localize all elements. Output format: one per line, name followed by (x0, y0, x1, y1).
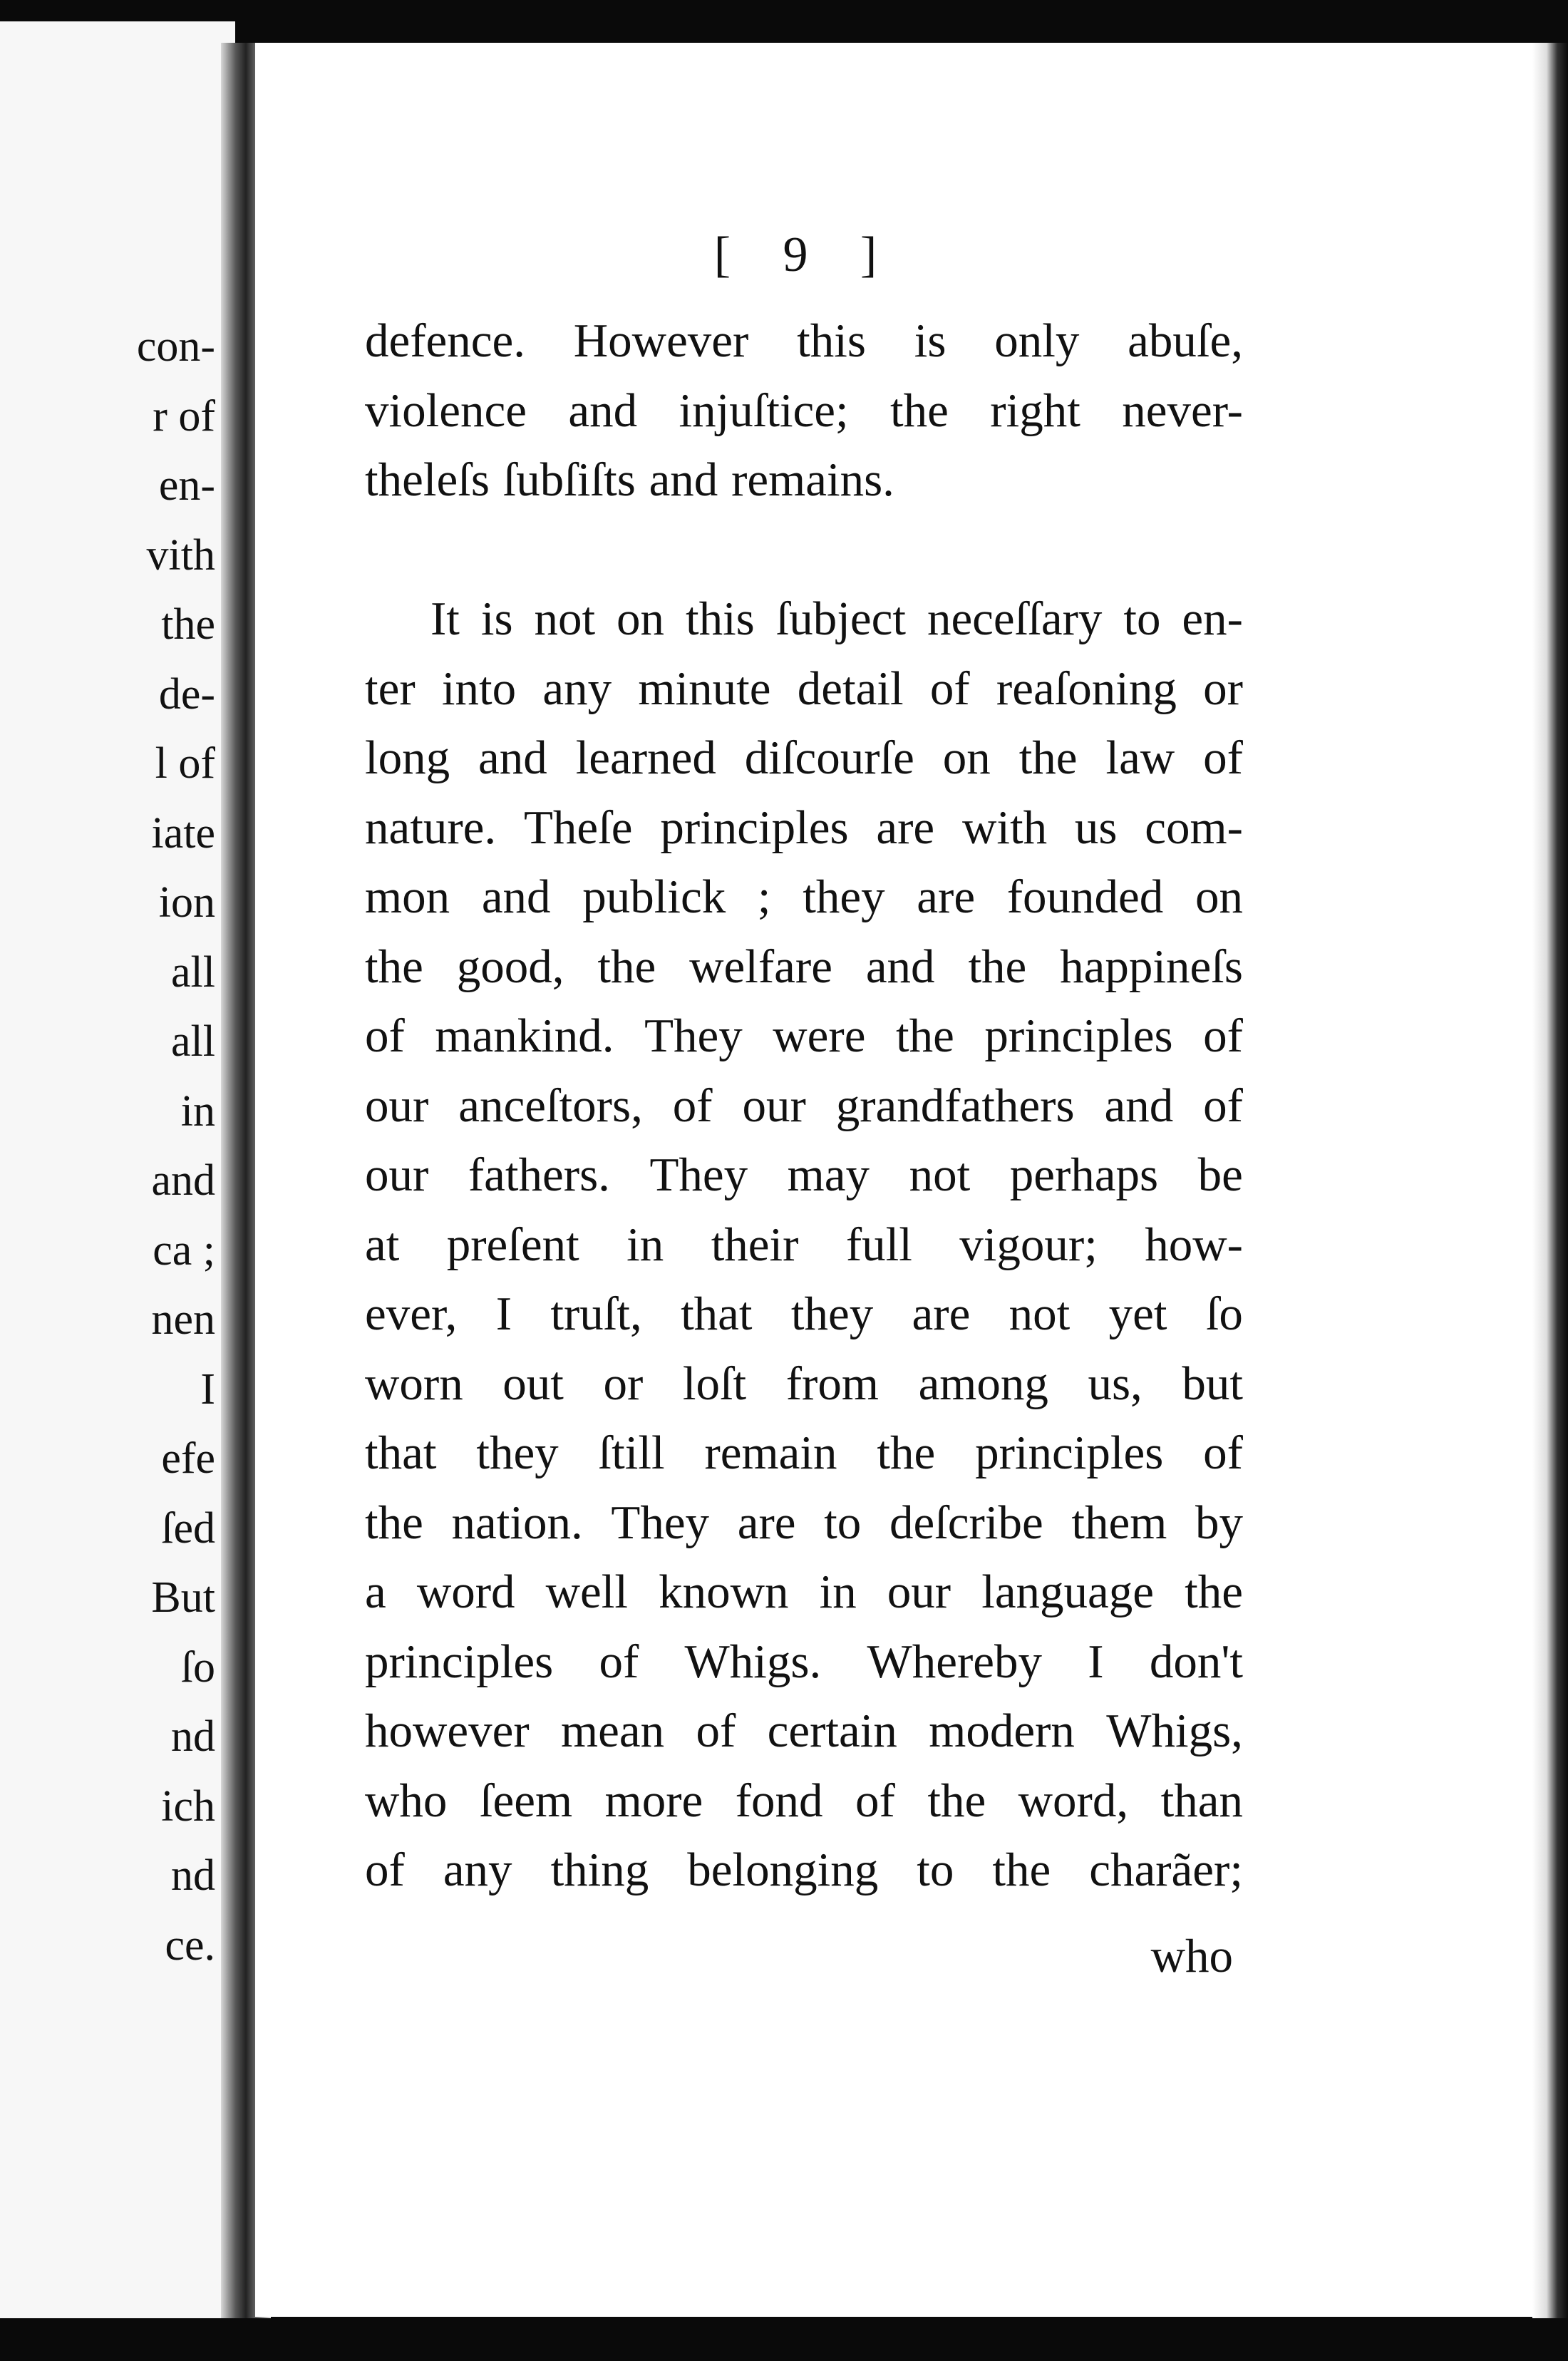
word: the (1185, 1565, 1243, 1618)
word: in (626, 1218, 664, 1271)
word: violence (365, 384, 527, 437)
word: modern (929, 1704, 1075, 1757)
word: of (599, 1635, 639, 1688)
word: any (443, 1843, 512, 1896)
word: of (929, 662, 970, 715)
word: are (737, 1496, 796, 1549)
word: publick (582, 870, 726, 923)
word: yet (1108, 1287, 1167, 1340)
word: any (542, 662, 612, 715)
word: good, (456, 940, 564, 993)
word: the (365, 940, 423, 993)
word: well (545, 1565, 628, 1618)
text-line (365, 376, 1243, 446)
left-page-line: ca ; (153, 1225, 215, 1275)
word: principles (365, 1635, 554, 1688)
word: of (1203, 1426, 1243, 1479)
word: are (917, 870, 976, 923)
word: their (711, 1218, 799, 1271)
word: us, (1088, 1357, 1143, 1410)
word: is (480, 592, 513, 645)
word: mon (365, 870, 450, 923)
word: be (1197, 1148, 1243, 1201)
word: perhaps (1009, 1148, 1159, 1201)
word: happineſs (1060, 940, 1243, 993)
word: certain (767, 1704, 897, 1757)
word: word, (1018, 1774, 1129, 1827)
word: charãer; (1089, 1843, 1243, 1896)
word: the (877, 1426, 936, 1479)
word: word (416, 1565, 515, 1618)
word: on (942, 731, 991, 784)
text-line (365, 1280, 1243, 1349)
text-line (365, 724, 1243, 793)
word: and (481, 870, 551, 923)
text-line (365, 1836, 1243, 1905)
text-line (365, 654, 1243, 724)
word: abuſe, (1128, 314, 1243, 367)
word: but (1182, 1357, 1243, 1410)
word: the (597, 940, 656, 993)
left-page-line: con- (136, 322, 215, 371)
word: that (365, 1426, 437, 1479)
word: or (603, 1357, 644, 1410)
word: learned (575, 731, 716, 784)
left-page-line: I (200, 1364, 215, 1414)
word: reaſoning (996, 662, 1177, 715)
word: truſt, (550, 1287, 642, 1340)
word: Whereby (867, 1635, 1042, 1688)
left-page-text (1, 312, 215, 1980)
word: and (568, 384, 638, 437)
catchword: who (1150, 1930, 1233, 1982)
word: remain (704, 1426, 837, 1479)
word: and (649, 453, 718, 506)
word: of (1203, 731, 1243, 784)
word: defence. (365, 314, 526, 367)
word: Whigs, (1106, 1704, 1243, 1757)
left-page-line: ſo (180, 1642, 215, 1692)
word: at (365, 1218, 400, 1271)
word: minute (638, 662, 771, 715)
word: were (773, 1009, 866, 1062)
word: They (611, 1496, 710, 1549)
word: They (649, 1148, 748, 1201)
word: long (365, 731, 450, 784)
paragraph (365, 585, 1243, 1905)
left-page-line: efe (161, 1434, 215, 1483)
word: grandfathers (835, 1079, 1075, 1132)
word: of (1203, 1009, 1243, 1062)
word: known (659, 1565, 789, 1618)
page-edge-shadow (1532, 43, 1568, 2324)
word: may (787, 1148, 870, 1201)
word: mankind. (435, 1009, 614, 1062)
word: the (890, 384, 949, 437)
word: among (918, 1357, 1048, 1410)
word: right (990, 384, 1080, 437)
left-page-line: and (151, 1156, 215, 1205)
text-line (365, 585, 1243, 654)
left-page-line: r of (153, 391, 215, 441)
word: and (478, 731, 547, 784)
word: com- (1145, 801, 1243, 854)
word: never- (1122, 384, 1243, 437)
text-line (365, 1766, 1243, 1836)
word: of (672, 1079, 713, 1132)
word: than (1160, 1774, 1243, 1827)
word: deſcribe (889, 1496, 1043, 1549)
left-page-line: ce. (165, 1920, 215, 1970)
word: to (824, 1496, 862, 1549)
word: founded (1006, 870, 1164, 923)
word: They (644, 1009, 743, 1062)
left-page-line: the (161, 600, 215, 649)
word: our (742, 1079, 806, 1132)
word: are (876, 801, 935, 854)
word: of (365, 1009, 405, 1062)
word: language (981, 1565, 1155, 1618)
word: anceſtors, (458, 1079, 643, 1132)
word: mean (561, 1704, 665, 1757)
word: belonging (687, 1843, 879, 1896)
word: fond (735, 1774, 823, 1827)
word: en- (1182, 592, 1243, 645)
left-page-line: l of (155, 739, 215, 788)
word: the (365, 1496, 423, 1549)
word: our (887, 1565, 951, 1618)
word: principles (984, 1009, 1173, 1062)
word: diſcourſe (744, 731, 914, 784)
word: of (696, 1704, 736, 1757)
word: out (502, 1357, 564, 1410)
paragraph (365, 307, 1243, 515)
word: loſt (682, 1357, 747, 1410)
text-line (365, 1697, 1243, 1766)
word: not (534, 592, 596, 645)
left-page-line: in (180, 1086, 215, 1136)
word: they (790, 1287, 874, 1340)
word: the (1018, 731, 1078, 784)
word: remains. (731, 453, 894, 506)
word: preſent (446, 1218, 579, 1271)
left-page-line: But (151, 1573, 215, 1622)
left-page-line: iate (151, 808, 215, 858)
word: only (994, 314, 1080, 367)
word: the (927, 1774, 986, 1827)
word: detail (797, 662, 904, 715)
word: from (785, 1357, 879, 1410)
left-page-line: de- (158, 669, 215, 719)
word: and (865, 940, 935, 993)
word: not (1009, 1287, 1071, 1340)
paragraph-gap (365, 515, 1243, 585)
word: fathers. (468, 1148, 610, 1201)
left-page-line: ich (161, 1781, 215, 1831)
left-page-line: ſed (161, 1503, 215, 1553)
word: or (1203, 662, 1243, 715)
word: into (441, 662, 517, 715)
text-line (365, 1627, 1243, 1697)
left-facing-page (0, 21, 235, 2324)
word: however (365, 1704, 530, 1757)
word: and (1104, 1079, 1174, 1132)
left-page-line: nd (171, 1851, 215, 1900)
word: It (430, 592, 460, 645)
word: how- (1145, 1218, 1243, 1271)
word: is (914, 314, 947, 367)
text-line (365, 1349, 1243, 1419)
text-line (365, 446, 1243, 515)
left-page-line: nd (171, 1712, 215, 1761)
text-line (365, 1071, 1243, 1141)
word: on (1195, 870, 1243, 923)
word: this (797, 314, 866, 367)
word: However (573, 314, 749, 367)
word: by (1195, 1496, 1243, 1549)
word: Whigs. (684, 1635, 822, 1688)
word: worn (365, 1357, 463, 1410)
left-page-line: all (171, 1017, 215, 1066)
word: that (681, 1287, 753, 1340)
word: with (961, 801, 1048, 854)
word: our (365, 1148, 429, 1201)
text-line (365, 1210, 1243, 1280)
word: ſo (1205, 1287, 1243, 1340)
word: us (1074, 801, 1118, 854)
word: they (476, 1426, 559, 1479)
word: are (912, 1287, 971, 1340)
left-page-line: en- (158, 461, 215, 510)
word: of (1203, 1079, 1243, 1132)
word: the (896, 1009, 954, 1062)
word: them (1071, 1496, 1167, 1549)
word: law (1105, 731, 1175, 784)
word: ſubject (775, 592, 907, 645)
word: welfare (689, 940, 832, 993)
left-page-line: ion (158, 878, 215, 927)
left-page-line: all (171, 947, 215, 997)
word: vigour; (959, 1218, 1098, 1271)
word: the (992, 1843, 1051, 1896)
word: of (855, 1774, 895, 1827)
word: on (617, 592, 665, 645)
text-line (365, 307, 1243, 376)
word: to (1123, 592, 1161, 645)
left-page-line: vith (146, 530, 215, 580)
word: ſeem (479, 1774, 573, 1827)
word: theleſs (365, 453, 490, 506)
word: full (845, 1218, 912, 1271)
word: of (365, 1843, 405, 1896)
text-line (365, 793, 1243, 863)
word: nature. (365, 801, 497, 854)
word: principles (660, 801, 849, 854)
word: they (803, 870, 885, 923)
word: our (365, 1079, 429, 1132)
text-line (365, 1002, 1243, 1071)
word: not (909, 1148, 971, 1201)
word: who (365, 1774, 448, 1827)
word: ter (365, 662, 416, 715)
text-line (365, 863, 1243, 932)
word: Theſe (523, 801, 633, 854)
word: ſtill (598, 1426, 665, 1479)
word: nation. (451, 1496, 583, 1549)
word: I (1088, 1635, 1104, 1688)
word: in (819, 1565, 857, 1618)
word: ſubſiſts (502, 453, 636, 506)
page-body-text (365, 307, 1243, 1905)
word: neceſſary (927, 592, 1103, 645)
word: the (968, 940, 1027, 993)
word: I (495, 1287, 512, 1340)
word: thing (550, 1843, 649, 1896)
word: this (685, 592, 755, 645)
text-line (365, 1419, 1243, 1488)
word: to (917, 1843, 954, 1896)
scan-border-bottom (0, 2318, 1568, 2361)
word: ever, (365, 1287, 458, 1340)
word: ; (757, 870, 771, 923)
word: more (604, 1774, 703, 1827)
left-page-line: nen (151, 1295, 215, 1344)
word: don't (1149, 1635, 1243, 1688)
word: injuſtice; (679, 384, 849, 437)
text-line (365, 932, 1243, 1002)
page-number: [ 9 ] (713, 227, 897, 282)
word: principles (975, 1426, 1164, 1479)
text-line (365, 1141, 1243, 1210)
word: a (365, 1565, 386, 1618)
text-line (365, 1558, 1243, 1627)
text-line (365, 1488, 1243, 1558)
